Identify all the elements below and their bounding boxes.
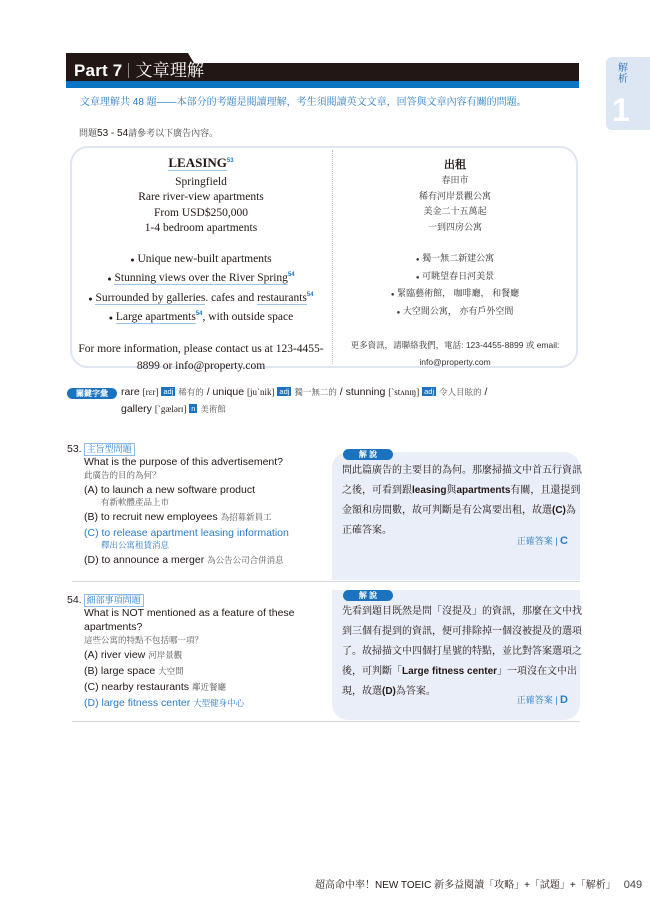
ad-bullet bbox=[72, 252, 330, 269]
ad-bullet-text: Stunning views over the River Spring bbox=[114, 272, 288, 284]
question-divider bbox=[72, 581, 580, 582]
vocab-list bbox=[121, 384, 591, 418]
ad-zh-bullet bbox=[334, 304, 576, 322]
ad-bullet-text: , with outside space bbox=[202, 311, 294, 323]
vocab-meaning: 令人目眩的 bbox=[439, 387, 482, 397]
vocab-label: 關鍵字彙 bbox=[67, 388, 117, 399]
option-c bbox=[84, 680, 314, 694]
option-text-zh: 鄰近餐廳 bbox=[191, 682, 226, 692]
correct-answer-value: D bbox=[560, 694, 568, 706]
vocab-item bbox=[121, 386, 204, 398]
ad-bullet-text: Surrounded by galleries bbox=[95, 291, 206, 304]
option-text: (D) large fitness center bbox=[84, 697, 191, 709]
expl-keyword: leasing bbox=[412, 485, 447, 496]
qref-prefix: 問題 bbox=[79, 128, 98, 138]
bullet-icon: ● bbox=[415, 274, 420, 281]
expl-part: 為正確答案。 bbox=[342, 505, 576, 536]
vocab-separator: / bbox=[206, 386, 210, 398]
bullet-icon: ● bbox=[390, 292, 395, 298]
question-text: What is NOT mentioned as a feature of these apartments? bbox=[84, 607, 295, 633]
ad-line: Springfield bbox=[175, 175, 227, 188]
option-b bbox=[84, 510, 324, 524]
ad-bullet-text: . cafes and bbox=[205, 291, 258, 304]
option-text-zh: 為公告公司合併消息 bbox=[207, 555, 284, 565]
question-divider bbox=[72, 721, 580, 722]
ad-zh-bullet-text: 可眺望春日河美景 bbox=[422, 270, 495, 281]
option-text: (A) to launch a new software product bbox=[84, 484, 256, 496]
correct-answer-value: C bbox=[560, 535, 568, 547]
bullet-icon: ● bbox=[130, 255, 135, 264]
question-number: 53. bbox=[67, 443, 82, 455]
expl-part: 」一項沒在文中出現，故選 bbox=[342, 666, 578, 697]
ad-zh-bullet bbox=[334, 251, 576, 269]
option-text: (A) river view bbox=[84, 649, 146, 661]
ad-bullet bbox=[72, 288, 330, 308]
option-text: (C) nearby restaurants bbox=[84, 681, 190, 693]
vocab-separator: / bbox=[339, 386, 343, 398]
ad-bullet bbox=[72, 307, 330, 327]
expl-keyword: Large fitness center bbox=[402, 666, 498, 677]
vocab-meaning: 稀有的 bbox=[178, 387, 204, 397]
vocab-item bbox=[346, 386, 482, 398]
option-text-zh: 為招募新員工 bbox=[220, 512, 272, 522]
ad-zh-line: 稀有河岸景觀公寓 bbox=[418, 190, 491, 201]
ad-chinese bbox=[334, 157, 576, 371]
option-b bbox=[84, 664, 314, 678]
correct-answer: 正確答案 | C bbox=[516, 535, 568, 547]
bullet-icon: ● bbox=[88, 294, 93, 303]
bullet-icon: ● bbox=[396, 309, 401, 316]
ad-zh-title: 出租 bbox=[444, 159, 466, 171]
ad-divider bbox=[332, 150, 333, 364]
title-separator bbox=[128, 63, 129, 78]
ad-title-ref: 53 bbox=[226, 158, 234, 164]
vocab-phonetic: [ˋstʌnɪŋ] bbox=[388, 387, 420, 397]
option-text-zh: 釋出公寓租賃消息 bbox=[101, 540, 170, 550]
expl-keyword: (C) bbox=[552, 505, 566, 516]
ad-contact: 8899 or info@property.com bbox=[136, 359, 266, 372]
option-a bbox=[84, 648, 314, 662]
explanation-text bbox=[342, 602, 582, 702]
section-intro: 文章理解共 48 題——本部分的考題是閱讀理解，考生須閱讀英文文章，回答與文章內容有關的問題。 bbox=[80, 97, 527, 108]
expl-part: 有關，且還提到金額和房間數，故可判斷是有公寓要出租，故選 bbox=[342, 485, 581, 516]
option-text: (C) to release apartment leasing information bbox=[84, 527, 289, 539]
qref-suffix: 請參考以下廣告內容。 bbox=[128, 128, 219, 138]
option-a bbox=[84, 483, 324, 508]
header-accent-bar bbox=[66, 81, 579, 88]
chapter-tab-label: 解析 bbox=[618, 63, 628, 85]
expl-keyword: apartments bbox=[456, 485, 511, 496]
ad-zh-line: 一到四房公寓 bbox=[427, 221, 482, 232]
vocab-meaning: 美術館 bbox=[200, 404, 226, 414]
question-type-tag: 主旨型問題 bbox=[84, 443, 135, 456]
vocab-word: rare bbox=[121, 386, 140, 398]
ad-bullet-text: Unique new-built apartments bbox=[137, 252, 272, 265]
ad-zh-bullet bbox=[334, 286, 576, 304]
expl-part: 問此篇廣告的主要目的為何。那麼掃描文中首五行資訊之後，可看到跟 bbox=[342, 465, 582, 496]
question-54 bbox=[84, 606, 314, 710]
vocab-pos: adj bbox=[279, 387, 290, 396]
section-title: 文章理解 bbox=[135, 61, 205, 80]
option-text-zh: 大型健身中心 bbox=[193, 698, 245, 708]
ad-title: LEASING bbox=[168, 155, 227, 170]
ad-bullet-text: Large apartments bbox=[115, 311, 196, 323]
vocab-item bbox=[121, 403, 226, 415]
part-label: Part 7 bbox=[74, 61, 123, 80]
option-text: (B) large space bbox=[84, 665, 156, 677]
page-number: 049 bbox=[623, 879, 643, 891]
expl-part: 為答案。 bbox=[395, 686, 436, 697]
ad-english bbox=[72, 154, 330, 375]
option-text: (D) to announce a merger bbox=[84, 554, 205, 566]
page-title bbox=[74, 56, 204, 81]
footer-book-title: 超高命中率！NEW TOEIC 新多益閱讀「攻略」+「試題」+「解析」 bbox=[315, 880, 616, 891]
correct-answer-label: 正確答案 bbox=[516, 536, 553, 546]
explanation-text bbox=[342, 461, 582, 541]
expl-keyword: (D) bbox=[382, 686, 396, 697]
ad-zh-line: 美金二十五萬起 bbox=[423, 206, 487, 216]
ad-ref: 54 bbox=[306, 291, 314, 298]
ad-line: 1-4 bedroom apartments bbox=[144, 222, 258, 234]
vocab-pos: adj bbox=[163, 387, 174, 396]
ad-zh-contact: 更多資訊，請聯絡我們，電話: 123-4455-8899 或 email: bbox=[350, 340, 560, 350]
vocab-item bbox=[213, 386, 337, 398]
vocab-phonetic: [juˋnik] bbox=[246, 387, 275, 397]
vocab-pos: adj bbox=[424, 387, 435, 396]
vocab-word: unique bbox=[212, 386, 245, 398]
bullet-icon: ● bbox=[108, 314, 114, 322]
question-reference bbox=[79, 126, 218, 139]
ad-zh-bullet bbox=[334, 269, 576, 287]
question-type-tag: 細部事項問題 bbox=[84, 594, 144, 607]
ad-zh-contact: info@property.com bbox=[419, 357, 491, 367]
vocab-separator: / bbox=[484, 386, 488, 398]
explanation-label: 解 說 bbox=[343, 449, 393, 460]
ad-zh-bullet-text: 大空間公寓， 亦有戶外空間 bbox=[402, 305, 514, 316]
correct-answer: 正確答案 | D bbox=[516, 694, 568, 706]
ad-zh-bullet-text: 緊臨藝術館， 咖啡廳， 和餐廳 bbox=[397, 288, 520, 298]
qref-range: 53 - 54 bbox=[97, 128, 129, 139]
ad-ref: 54 bbox=[287, 272, 295, 278]
question-text: What is the purpose of this advertisement? bbox=[84, 456, 284, 468]
option-text: (B) to recruit new employees bbox=[84, 511, 218, 523]
vocab-word: stunning bbox=[345, 386, 386, 398]
correct-answer-label: 正確答案 bbox=[516, 695, 553, 705]
vocab-pos: n bbox=[191, 404, 196, 413]
vocab-phonetic: [rɛr] bbox=[142, 387, 159, 397]
ad-zh-bullet-text: 獨一無二新建公寓 bbox=[422, 253, 495, 263]
vocab-meaning: 獨一無二的 bbox=[294, 387, 337, 397]
question-number: 54. bbox=[67, 594, 82, 606]
question-53 bbox=[84, 455, 324, 567]
option-d bbox=[84, 553, 324, 567]
ad-zh-line: 春田市 bbox=[441, 175, 469, 185]
expl-part: 與 bbox=[446, 485, 457, 496]
bullet-icon: ● bbox=[415, 257, 420, 263]
option-text-zh: 大空間 bbox=[158, 666, 184, 676]
bullet-icon: ● bbox=[107, 275, 112, 283]
vocab-phonetic: [ˋgælərɪ] bbox=[154, 404, 187, 414]
ad-line: From USD$250,000 bbox=[154, 206, 248, 219]
page-footer bbox=[315, 876, 642, 891]
explanation-label: 解 說 bbox=[343, 590, 393, 601]
ad-bullet bbox=[72, 268, 330, 288]
ad-contact: For more information, please contact us at 123-4455- bbox=[78, 342, 324, 355]
ad-bullet-text: restaurants bbox=[257, 291, 307, 304]
question-text-zh: 此廣告的目的為何？ bbox=[84, 470, 161, 480]
expl-part: 先看到題目既然是問「沒提及」的資訊，那麼在文中找到三個有提到的資訊，便可排除掉一個沒被提及的選項了。故掃描文中四個打星號的特點，並比對答案選項之後，可判斷「 bbox=[342, 606, 582, 677]
option-text-zh: 有新軟體產品上市 bbox=[101, 497, 170, 507]
option-text-zh: 河岸景觀 bbox=[148, 650, 183, 660]
chapter-tab-number: 1 bbox=[612, 92, 630, 128]
ad-line: Rare river-view apartments bbox=[138, 191, 264, 203]
ad-ref: 54 bbox=[195, 311, 203, 317]
vocab-word: gallery bbox=[121, 403, 152, 415]
question-text-zh: 這些公寓的特點不包括哪一項？ bbox=[84, 635, 204, 645]
option-c-correct bbox=[84, 526, 324, 551]
option-d-correct bbox=[84, 696, 314, 710]
